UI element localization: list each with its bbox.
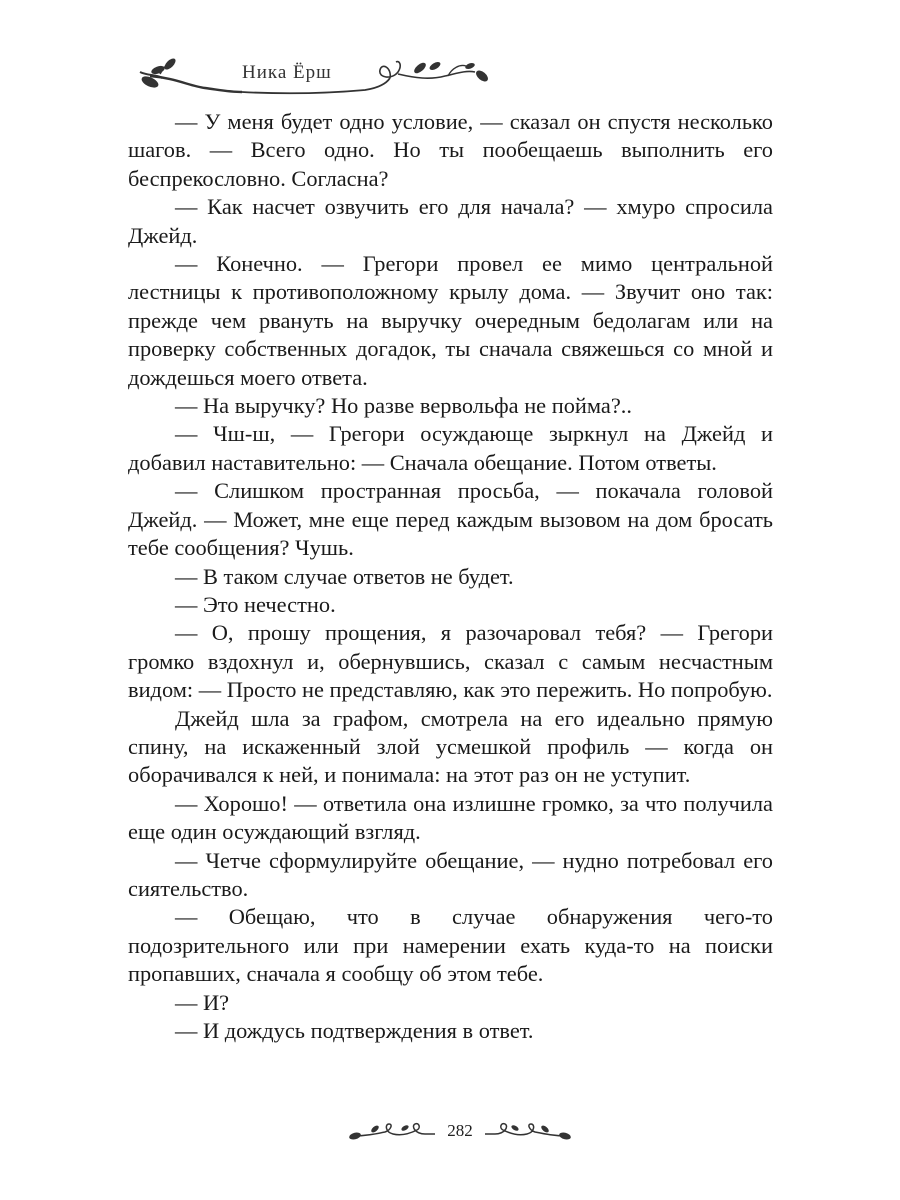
paragraph: — Это нечестно. bbox=[175, 591, 336, 617]
page-number: 282 bbox=[447, 1121, 473, 1140]
paragraph: Джейд шла за графом, смотрела на его идеально прямую спину, на искаженный злой усмешкой профиль — когда он оборачивался к ней, и понимала: на этот раз он не уступит. bbox=[128, 705, 773, 788]
page-footer bbox=[345, 1118, 575, 1148]
paragraph: — И дождусь подтверждения в ответ. bbox=[175, 1018, 534, 1043]
paragraph: — Чш-ш, — Грегори осуждающе зыркнул на Джейд и добавил наставительно: — Сначала обещание. Потом ответы. bbox=[128, 421, 773, 475]
paragraph: — На выручку? Но разве вервольфа не пойма?.. bbox=[175, 393, 632, 419]
page-body bbox=[128, 108, 773, 1045]
paragraph: — Конечно. — Грегори провел ее мимо центральной лестницы к противоположному крылу дома. — Звучит оно так: прежде чем рвануть на выручку очередным бедолагам или на проверку собственных догадок, ты сначала свяжешься со мной и дождешься моего ответа. bbox=[128, 251, 773, 390]
author-name: Ника Ёрш bbox=[242, 62, 332, 83]
paragraph: — О, прошу прощения, я разочаровал тебя? — Грегори громко вздохнул и, обернувшись, сказал с самым несчастным видом: — Просто не представляю, как это пережить. Но попробую. bbox=[128, 620, 773, 703]
paragraph: — Четче сформулируйте обещание, — нудно потребовал его сиятельство. bbox=[128, 847, 773, 901]
paragraph: — Обещаю, что в случае обнаружения чего-то подозрительного или при намерении ехать куда-то на поиски пропавших, сначала я сообщу об этом тебе. bbox=[128, 904, 773, 987]
paragraph: — Как насчет озвучить его для начала? — хмуро спросила Джейд. bbox=[128, 194, 773, 248]
paragraph: — У меня будет одно условие, — сказал он спустя несколько шагов. — Всего одно. Но ты пообещаешь выполнить его беспрекословно. Согласна? bbox=[128, 109, 773, 191]
paragraph: — В таком случае ответов не будет. bbox=[175, 563, 514, 589]
paragraph: — Слишком пространная просьба, — покачала головой Джейд. — Может, мне еще перед каждым вызовом на дом бросать тебе сообщения? Чушь. bbox=[128, 478, 773, 561]
paragraph: — И? bbox=[175, 989, 230, 1015]
paragraph: — Хорошо! — ответила она излишне громко, за что получила еще один осуждающий взгляд. bbox=[128, 790, 773, 845]
